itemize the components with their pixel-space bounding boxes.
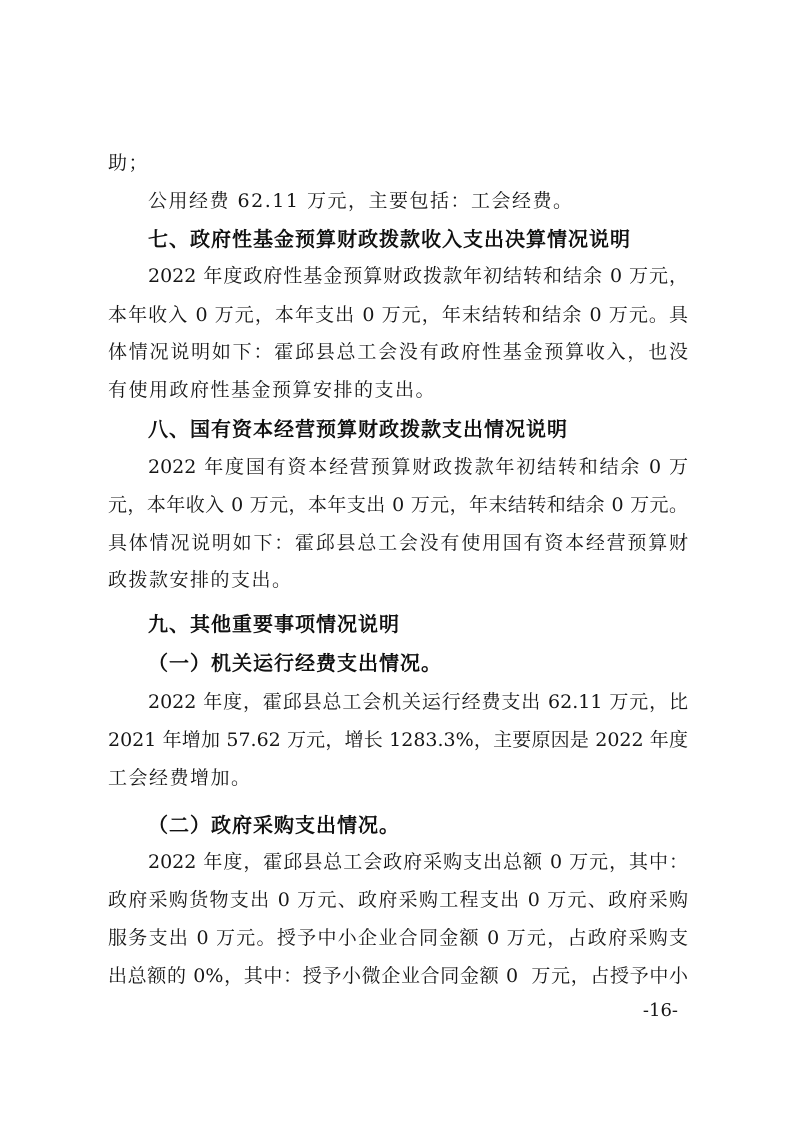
section-8-heading: 八、国有资本经营预算财政拨款支出情况说明	[148, 417, 568, 441]
page-number: -16-	[642, 1000, 678, 1021]
subsection-2-heading: （二）政府采购支出情况。	[148, 813, 400, 837]
section-9-heading: 九、其他重要事项情况说明	[148, 612, 400, 636]
subsection-2-line: 出总额的 0%，其中：授予小微企业合同金额 0 万元，占授予中小	[108, 965, 688, 987]
section-8-line: 元，本年收入 0 万元，本年支出 0 万元，年末结转和结余 0 万元。	[108, 494, 688, 516]
subsection-1-line: 2021 年增加 57.62 万元，增长 1283.3%，主要原因是 2022 年度	[108, 729, 688, 751]
section-7-line: 有使用政府性基金预算安排的支出。	[108, 379, 437, 401]
subsection-1-line: 工会经费增加。	[108, 767, 252, 789]
section-8-line: 2022 年度国有资本经营预算财政拨款年初结转和结余 0 万	[148, 456, 688, 478]
continuation-line: 助；	[108, 152, 150, 174]
section-8-line: 具体情况说明如下：霍邱县总工会没有使用国有资本经营预算财	[108, 532, 688, 554]
section-7-line: 体情况说明如下：霍邱县总工会没有政府性基金预算收入，也没	[108, 341, 688, 363]
subsection-1-heading: （一）机关运行经费支出情况。	[148, 651, 442, 675]
section-8-line: 政拨款安排的支出。	[108, 569, 293, 591]
subsection-2-line: 政府采购货物支出 0 万元、政府采购工程支出 0 万元、政府采购	[108, 889, 688, 911]
subsection-2-line: 2022 年度，霍邱县总工会政府采购支出总额 0 万元，其中：	[148, 851, 688, 873]
section-7-heading: 七、政府性基金预算财政拨款收入支出决算情况说明	[148, 227, 631, 251]
section-7-line: 2022 年度政府性基金预算财政拨款年初结转和结余 0 万元，	[148, 265, 688, 287]
section-7-line: 本年收入 0 万元，本年支出 0 万元，年末结转和结余 0 万元。具	[108, 304, 688, 326]
subsection-1-line: 2022 年度，霍邱县总工会机关运行经费支出 62.11 万元，比	[148, 691, 688, 713]
subsection-2-line: 服务支出 0 万元。授予中小企业合同金额 0 万元，占政府采购支	[108, 927, 688, 949]
public-expense-line: 公用经费 62.11 万元，主要包括：工会经费。	[148, 190, 574, 212]
